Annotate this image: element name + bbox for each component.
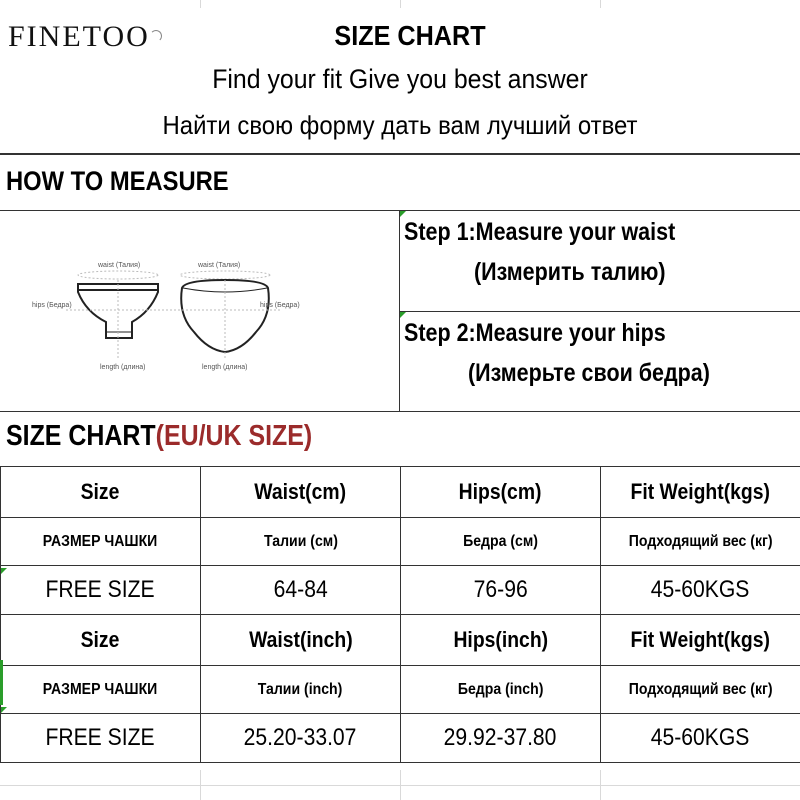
diagram-label: hips (Бедра)	[32, 302, 72, 309]
table-cell: 76-96	[401, 566, 601, 615]
table-cell: FREE SIZE	[1, 566, 201, 615]
table-cell: Талии (inch)	[201, 666, 401, 714]
table-russian-header-row	[1, 666, 800, 714]
step-1-russian: (Измерить талию)	[474, 258, 666, 286]
table-cell: 25.20-33.07	[201, 714, 401, 763]
table-cell: Подходящий вес (кг)	[601, 666, 800, 714]
table-cell: РАЗМЕР ЧАШКИ	[1, 518, 201, 566]
table-cell: Подходящий вес (кг)	[601, 518, 800, 566]
table-cell: FREE SIZE	[1, 714, 201, 763]
brand-logo: FINETOO	[8, 20, 150, 53]
table-cell: Hips(inch)	[401, 615, 601, 666]
table-cell: 45-60KGS	[601, 714, 800, 763]
diagram-label: length (длина)	[100, 364, 146, 371]
table-cell: 29.92-37.80	[401, 714, 601, 763]
cell-marker-icon	[400, 211, 406, 217]
diagram-label: hips (Бедра)	[260, 302, 300, 309]
table-cell: Бедра (inch)	[401, 666, 601, 714]
size-chart-heading	[6, 420, 312, 453]
table-cell: Талии (см)	[201, 518, 401, 566]
diagram-label: length (длина)	[202, 364, 248, 371]
table-russian-header-row	[1, 518, 800, 566]
measurement-diagram	[20, 240, 380, 390]
table-cell: Fit Weight(kgs)	[601, 467, 800, 518]
diagram-label: waist (Талия)	[198, 262, 241, 269]
table-cell: Fit Weight(kgs)	[601, 615, 800, 666]
divider	[399, 311, 800, 312]
header	[0, 0, 800, 155]
table-cell: 45-60KGS	[601, 566, 800, 615]
table-cell: РАЗМЕР ЧАШКИ	[1, 666, 201, 714]
table-row	[1, 566, 800, 615]
table-cell: 64-84	[201, 566, 401, 615]
cell-marker-icon	[1, 707, 7, 713]
step-2-russian: (Измерьте свои бедра)	[468, 359, 710, 387]
page-subtitle: Find your fit Give you best answer	[212, 64, 588, 94]
size-table	[0, 466, 800, 763]
table-cell: Бедра (см)	[401, 518, 601, 566]
table-header-row	[1, 615, 800, 666]
step-1-text: Step 1:Measure your waist	[404, 218, 676, 246]
table-cell: Hips(cm)	[401, 467, 601, 518]
size-chart-heading-accent: (EU/UK SIZE)	[155, 420, 313, 452]
table-row	[1, 714, 800, 763]
row-marker	[0, 660, 3, 705]
cell-marker-icon	[400, 312, 406, 318]
size-chart-heading-main: SIZE CHART	[6, 420, 156, 452]
cell-marker-icon	[1, 568, 7, 574]
table-cell: Waist(inch)	[201, 615, 401, 666]
how-to-measure-heading: HOW TO MEASURE	[6, 166, 229, 196]
step-2-text: Step 2:Measure your hips	[404, 319, 666, 347]
diagram-label: waist (Талия)	[98, 262, 141, 269]
page-title: SIZE CHART	[334, 20, 486, 51]
table-cell: Size	[1, 615, 201, 666]
grid-line	[0, 785, 800, 786]
table-cell: Waist(cm)	[201, 467, 401, 518]
table-cell: Size	[1, 467, 201, 518]
table-header-row	[1, 467, 800, 518]
page-subtitle-russian: Найти свою форму дать вам лучший ответ	[162, 110, 638, 140]
